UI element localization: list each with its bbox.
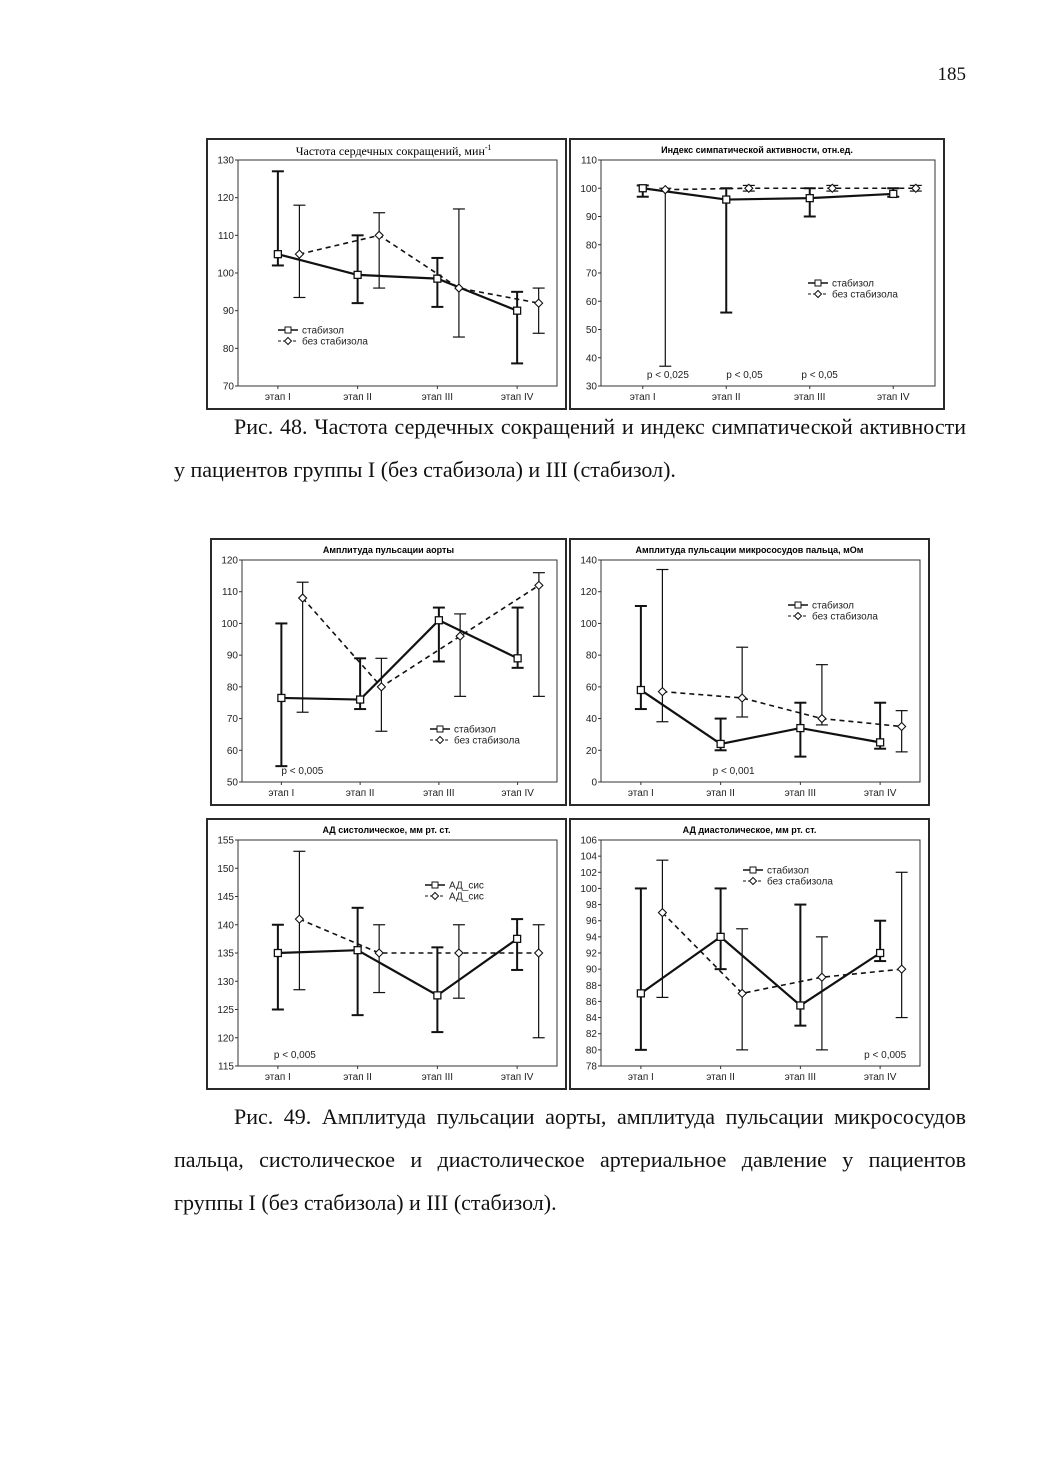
series-line <box>303 585 539 686</box>
y-tick-label: 110 <box>218 230 234 242</box>
x-tick-label: этап IV <box>500 1072 534 1083</box>
y-tick-label: 90 <box>585 964 597 976</box>
y-tick-label: 102 <box>580 867 597 879</box>
legend-marker <box>750 867 756 873</box>
series-line <box>278 254 517 311</box>
data-point-square <box>357 696 364 703</box>
chart-diastolic-pressure <box>569 818 930 1090</box>
series-line <box>643 188 894 199</box>
y-tick-label: 135 <box>217 948 234 960</box>
y-tick-label: 90 <box>585 212 597 223</box>
y-tick-label: 106 <box>580 835 597 847</box>
x-tick-label: этап II <box>345 788 375 799</box>
chart-title: Индекс симпатической активности, отн.ед. <box>661 145 853 155</box>
y-tick-label: 70 <box>222 381 234 393</box>
data-point-square <box>274 251 281 258</box>
series-line <box>665 188 916 189</box>
y-tick-label: 60 <box>226 745 238 757</box>
y-tick-label: 100 <box>217 268 234 280</box>
legend-marker <box>285 338 292 345</box>
data-point-square <box>434 992 441 999</box>
data-point-diamond <box>818 715 826 723</box>
legend-marker <box>432 882 438 888</box>
data-point-square <box>354 947 361 954</box>
x-tick-label: этап I <box>268 788 295 799</box>
x-tick-label: этап I <box>627 788 654 799</box>
x-tick-label: этап II <box>711 392 741 403</box>
y-tick-label: 96 <box>585 916 597 928</box>
y-tick-label: 50 <box>585 325 597 336</box>
y-tick-label: 80 <box>585 650 597 662</box>
y-tick-label: 115 <box>218 1061 234 1073</box>
y-tick-label: 155 <box>217 835 234 847</box>
data-point-diamond <box>658 688 666 696</box>
y-tick-label: 90 <box>226 650 238 662</box>
plot-area <box>601 560 920 782</box>
series-line <box>641 937 880 1006</box>
legend-marker <box>815 291 822 298</box>
y-tick-label: 20 <box>585 745 597 757</box>
legend-label: стабизол <box>302 325 344 337</box>
y-tick-label: 0 <box>591 777 597 789</box>
x-tick-label: этап III <box>784 788 817 799</box>
page-number: 185 <box>937 64 966 85</box>
data-point-diamond <box>295 915 303 923</box>
x-tick-label: этап III <box>423 788 455 799</box>
y-tick-label: 130 <box>217 976 234 988</box>
p-value-annotation: p < 0,005 <box>281 766 324 777</box>
plot-area <box>242 560 557 782</box>
x-tick-label: этап I <box>629 392 656 403</box>
legend-label: стабизол <box>454 724 496 736</box>
x-tick-label: этап III <box>794 392 826 403</box>
x-tick-label: этап I <box>264 392 291 403</box>
data-point-diamond <box>377 683 385 691</box>
figure-49-caption: Рис. 49. Амплитуда пульсации аорты, амплитуда пульсации микрососудов пальца, систолическое и диастолическое артериальное давление у пациентов группы I (без стабизола) и III (стабизол). <box>174 1104 966 1215</box>
chart-title: Амплитуда пульсации микрососудов пальца, мОм <box>635 545 864 555</box>
p-value-annotation: p < 0,025 <box>646 370 689 381</box>
data-point-diamond <box>455 949 463 957</box>
legend-marker <box>437 726 443 732</box>
legend-marker <box>815 280 821 286</box>
data-point-square <box>274 950 281 957</box>
data-point-diamond <box>738 694 746 702</box>
data-point-square <box>797 1002 804 1009</box>
data-point-diamond <box>295 250 303 258</box>
y-tick-label: 90 <box>222 306 234 318</box>
y-tick-label: 98 <box>585 900 597 912</box>
series-line <box>281 620 517 699</box>
x-tick-label: этап IV <box>863 788 897 799</box>
legend-label: без стабизола <box>454 735 520 747</box>
y-tick-label: 100 <box>580 883 597 895</box>
y-tick-label: 104 <box>580 851 597 863</box>
x-tick-label: этап I <box>627 1072 654 1083</box>
p-value-annotation: p < 0,05 <box>801 370 838 381</box>
y-tick-label: 40 <box>585 353 597 365</box>
x-tick-label: этап III <box>421 1072 454 1083</box>
x-tick-label: этап II <box>706 1072 735 1083</box>
chart-svg <box>212 540 565 804</box>
x-tick-label: этап III <box>784 1072 817 1083</box>
y-tick-label: 120 <box>217 193 234 205</box>
data-point-diamond <box>456 632 464 640</box>
legend-label: стабизол <box>832 278 874 290</box>
y-tick-label: 120 <box>217 1033 234 1045</box>
chart-title: Частота сердечных сокращений, мин$^{-1}$ <box>295 143 492 158</box>
data-point-square <box>717 740 724 747</box>
legend-label: АД_сис <box>449 891 484 903</box>
y-tick-label: 92 <box>585 948 597 960</box>
y-tick-label: 70 <box>226 714 238 726</box>
data-point-square <box>354 271 361 278</box>
x-tick-label: этап II <box>706 788 735 799</box>
series-line <box>278 939 517 996</box>
y-tick-label: 60 <box>585 682 597 694</box>
data-point-square <box>717 933 724 940</box>
y-tick-label: 70 <box>585 268 597 280</box>
data-point-square <box>890 190 897 197</box>
data-point-diamond <box>535 949 543 957</box>
y-tick-label: 88 <box>585 980 597 992</box>
legend-label: без стабизола <box>832 289 898 301</box>
p-value-annotation: p < 0,05 <box>726 370 763 381</box>
figure-48-caption: Рис. 48. Частота сердечных сокращений и индекс симпатической активности у пациентов группы I (без стабизола) и III (стабизол). <box>174 414 966 482</box>
data-point-square <box>877 950 884 957</box>
data-point-square <box>514 935 521 942</box>
chart-svg <box>208 140 565 408</box>
y-tick-label: 60 <box>585 296 597 308</box>
x-tick-label: этап IV <box>500 392 534 403</box>
y-tick-label: 84 <box>585 1013 597 1025</box>
legend-marker <box>795 613 802 620</box>
data-point-square <box>435 617 442 624</box>
chart-title: Амплитуда пульсации аорты <box>322 545 455 555</box>
y-tick-label: 30 <box>585 381 597 393</box>
legend-label: без стабизола <box>302 336 368 348</box>
y-tick-label: 150 <box>217 863 234 875</box>
y-tick-label: 100 <box>580 183 597 195</box>
chart-svg <box>571 820 928 1088</box>
data-point-square <box>639 185 646 192</box>
x-tick-label: этап III <box>421 392 454 403</box>
data-point-diamond <box>535 581 543 589</box>
y-tick-label: 80 <box>585 240 597 252</box>
data-point-diamond <box>898 965 906 973</box>
x-tick-label: этап IV <box>876 392 910 403</box>
legend-marker <box>285 327 291 333</box>
y-tick-label: 120 <box>221 555 238 567</box>
legend-label: без стабизола <box>812 611 878 623</box>
p-value-annotation: p < 0,001 <box>712 766 755 777</box>
x-tick-label: этап II <box>343 1072 372 1083</box>
legend-marker <box>437 737 444 744</box>
y-tick-label: 80 <box>226 682 238 694</box>
data-point-square <box>806 195 813 202</box>
chart-svg <box>208 820 565 1088</box>
data-point-square <box>797 725 804 732</box>
y-tick-label: 100 <box>580 618 597 630</box>
y-tick-label: 125 <box>217 1005 234 1016</box>
data-point-square <box>278 694 285 701</box>
y-tick-label: 130 <box>217 155 234 167</box>
chart-svg <box>571 540 928 804</box>
x-tick-label: этап I <box>264 1072 291 1083</box>
data-point-square <box>637 687 644 694</box>
y-tick-label: 80 <box>222 343 234 355</box>
legend-label: стабизол <box>812 600 854 612</box>
x-tick-label: этап IV <box>863 1072 897 1083</box>
series-line <box>641 690 880 744</box>
chart-sympathetic-index <box>569 138 945 410</box>
data-point-diamond <box>898 723 906 731</box>
y-tick-label: 94 <box>585 932 597 944</box>
chart-title: АД диастолическое, мм рт. ст. <box>682 825 817 835</box>
legend-label: без стабизола <box>767 876 833 888</box>
y-tick-label: 40 <box>585 714 597 726</box>
y-tick-label: 110 <box>581 155 597 167</box>
chart-heart-rate <box>206 138 567 410</box>
chart-aorta-pulse-amplitude <box>210 538 567 806</box>
data-point-diamond <box>375 949 383 957</box>
p-value-annotation: p < 0,005 <box>273 1050 316 1061</box>
data-point-square <box>514 307 521 314</box>
plot-area <box>601 840 920 1066</box>
y-tick-label: 120 <box>580 587 597 599</box>
legend-label: АД_сис <box>449 880 484 892</box>
x-tick-label: этап IV <box>501 788 534 799</box>
data-point-square <box>877 739 884 746</box>
chart-systolic-pressure <box>206 818 567 1090</box>
y-tick-label: 100 <box>221 618 238 630</box>
y-tick-label: 140 <box>580 555 597 567</box>
series-line <box>662 692 901 727</box>
data-point-square <box>637 990 644 997</box>
y-tick-label: 140 <box>217 920 234 932</box>
p-value-annotation: p < 0,005 <box>864 1050 907 1061</box>
y-tick-label: 50 <box>226 777 238 789</box>
y-tick-label: 110 <box>222 587 238 599</box>
chart-title: АД систолическое, мм рт. ст. <box>322 825 451 835</box>
y-tick-label: 145 <box>217 892 234 903</box>
y-tick-label: 78 <box>585 1061 597 1073</box>
y-tick-label: 80 <box>585 1045 597 1057</box>
data-point-square <box>723 196 730 203</box>
data-point-square <box>514 655 521 662</box>
y-tick-label: 86 <box>585 996 597 1008</box>
chart-title-superscript: -1 <box>484 143 492 152</box>
data-point-diamond <box>818 973 826 981</box>
plot-area <box>238 160 557 386</box>
data-point-diamond <box>535 299 543 307</box>
legend-label: стабизол <box>767 865 809 877</box>
x-tick-label: этап II <box>343 392 372 403</box>
legend-marker <box>750 878 757 885</box>
chart-svg <box>571 140 943 408</box>
legend-marker <box>795 602 801 608</box>
y-tick-label: 82 <box>585 1029 597 1041</box>
chart-finger-microvessel-amplitude <box>569 538 930 806</box>
legend-marker <box>432 893 439 900</box>
